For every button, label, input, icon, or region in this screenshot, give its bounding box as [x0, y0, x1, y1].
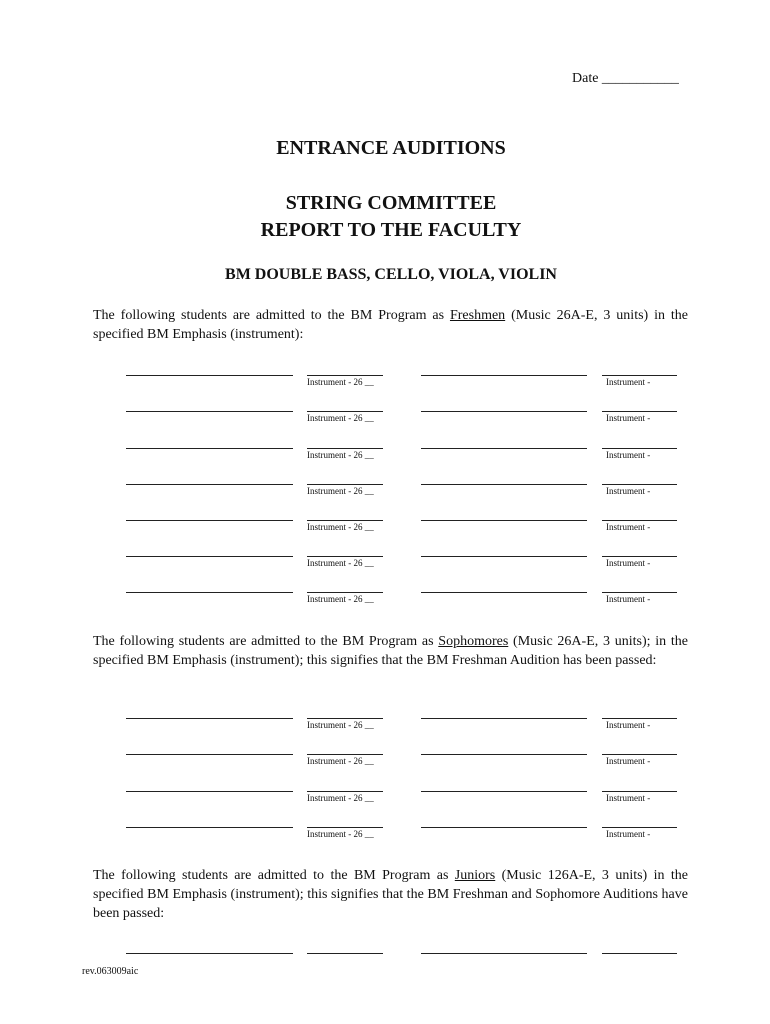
instrument-label-right: Instrument - — [606, 720, 651, 730]
revision-code: rev.063009aic — [82, 966, 139, 977]
instrument-label-right: Instrument - — [606, 793, 651, 803]
sophomores-paragraph — [93, 632, 688, 670]
freshmen-text-after: (Music 26A-E, 3 units) in the specified BM Emphasis (instrument): — [93, 308, 689, 342]
student-name-line-right[interactable] — [421, 375, 587, 376]
student-name-line-left[interactable] — [126, 827, 293, 828]
freshmen-text-before: The following students are admitted to the BM Program as — [93, 308, 450, 323]
freshmen-status: Freshmen — [449, 308, 506, 323]
freshmen-paragraph — [93, 306, 688, 344]
instrument-label-right: Instrument - — [606, 594, 651, 604]
instrument-label-left: Instrument - 26 __ — [307, 793, 374, 803]
student-name-line-right[interactable] — [421, 592, 587, 593]
report-heading: REPORT TO THE FACULTY — [260, 219, 522, 241]
student-name-line-left[interactable] — [126, 448, 293, 449]
juniors-text-before: The following students are admitted to the BM Program as — [93, 868, 455, 883]
instrument-line-left[interactable] — [307, 556, 383, 557]
instrument-label-right: Instrument - — [606, 486, 651, 496]
student-name-line-left[interactable] — [126, 484, 293, 485]
juniors-status: Juniors — [454, 868, 496, 883]
instrument-label-right: Instrument - — [606, 756, 651, 766]
instrument-line-right[interactable] — [602, 448, 677, 449]
instrument-label-left: Instrument - 26 __ — [307, 377, 374, 387]
sophomores-status: Sophomores — [438, 634, 509, 649]
page-title: ENTRANCE AUDITIONS — [276, 137, 506, 159]
instrument-label-right: Instrument - — [606, 377, 651, 387]
instrument-line-left[interactable] — [307, 827, 383, 828]
instrument-line-left[interactable] — [307, 718, 383, 719]
instrument-line-right[interactable] — [602, 484, 677, 485]
instrument-label-right: Instrument - — [606, 450, 651, 460]
student-name-line-left[interactable] — [126, 953, 293, 954]
instrument-line-right[interactable] — [602, 556, 677, 557]
sophomores-text-after: (Music 26A-E, 3 units); in the specified BM Emphasis (instrument); this signifies that the BM Freshman Audition has been passed: — [93, 634, 689, 668]
instrument-line-right[interactable] — [602, 718, 677, 719]
student-name-line-left[interactable] — [126, 556, 293, 557]
instrument-label-left: Instrument - 26 __ — [307, 594, 374, 604]
instrument-line-left[interactable] — [307, 953, 383, 954]
student-name-line-left[interactable] — [126, 592, 293, 593]
student-name-line-right[interactable] — [421, 791, 587, 792]
student-name-line-left[interactable] — [126, 718, 293, 719]
programs-heading: BM DOUBLE BASS, CELLO, VIOLA, VIOLIN — [225, 266, 557, 283]
student-name-line-right[interactable] — [421, 718, 587, 719]
juniors-paragraph — [93, 866, 688, 923]
instrument-line-right[interactable] — [602, 411, 677, 412]
date-field[interactable]: Date ___________ — [572, 71, 679, 86]
instrument-line-left[interactable] — [307, 592, 383, 593]
instrument-line-left[interactable] — [307, 754, 383, 755]
instrument-line-left[interactable] — [307, 448, 383, 449]
student-name-line-left[interactable] — [126, 754, 293, 755]
student-name-line-right[interactable] — [421, 448, 587, 449]
student-name-line-left[interactable] — [126, 375, 293, 376]
instrument-line-right[interactable] — [602, 592, 677, 593]
instrument-label-left: Instrument - 26 __ — [307, 558, 374, 568]
instrument-line-left[interactable] — [307, 484, 383, 485]
student-name-line-left[interactable] — [126, 520, 293, 521]
student-name-line-right[interactable] — [421, 520, 587, 521]
instrument-label-left: Instrument - 26 __ — [307, 829, 374, 839]
instrument-line-right[interactable] — [602, 375, 677, 376]
instrument-label-right: Instrument - — [606, 413, 651, 423]
instrument-line-left[interactable] — [307, 375, 383, 376]
student-name-line-left[interactable] — [126, 411, 293, 412]
instrument-label-right: Instrument - — [606, 829, 651, 839]
student-name-line-right[interactable] — [421, 754, 587, 755]
student-name-line-left[interactable] — [126, 791, 293, 792]
instrument-line-right[interactable] — [602, 520, 677, 521]
instrument-line-left[interactable] — [307, 791, 383, 792]
instrument-line-right[interactable] — [602, 791, 677, 792]
student-name-line-right[interactable] — [421, 484, 587, 485]
student-name-line-right[interactable] — [421, 953, 587, 954]
instrument-label-right: Instrument - — [606, 522, 651, 532]
instrument-line-left[interactable] — [307, 411, 383, 412]
instrument-label-left: Instrument - 26 __ — [307, 450, 374, 460]
instrument-label-left: Instrument - 26 __ — [307, 413, 374, 423]
instrument-label-left: Instrument - 26 __ — [307, 756, 374, 766]
student-name-line-right[interactable] — [421, 827, 587, 828]
instrument-label-left: Instrument - 26 __ — [307, 486, 374, 496]
instrument-line-right[interactable] — [602, 754, 677, 755]
instrument-label-right: Instrument - — [606, 558, 651, 568]
instrument-line-left[interactable] — [307, 520, 383, 521]
committee-heading: STRING COMMITTEE — [285, 192, 497, 214]
instrument-line-right[interactable] — [602, 827, 677, 828]
sophomores-text-before: The following students are admitted to the BM Program as — [93, 634, 439, 649]
instrument-label-left: Instrument - 26 __ — [307, 522, 374, 532]
instrument-label-left: Instrument - 26 __ — [307, 720, 374, 730]
student-name-line-right[interactable] — [421, 556, 587, 557]
instrument-line-right[interactable] — [602, 953, 677, 954]
juniors-text-after: (Music 126A-E, 3 units) in the specified BM Emphasis (instrument); this signifies that the BM Freshman and Sophomore Auditions have been passed: — [93, 868, 688, 921]
student-name-line-right[interactable] — [421, 411, 587, 412]
